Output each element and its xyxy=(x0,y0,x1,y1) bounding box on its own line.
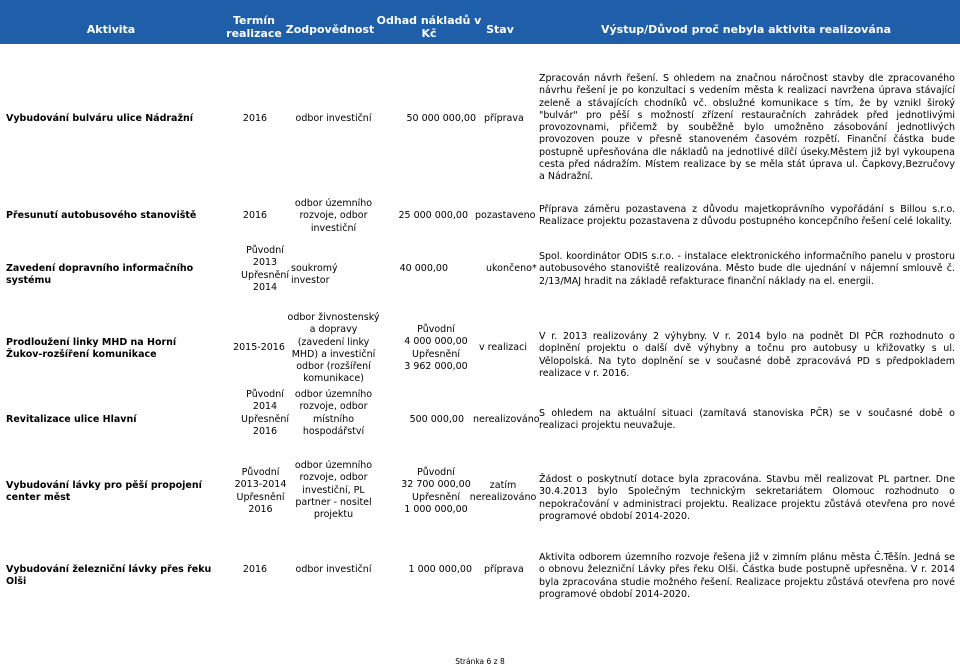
row-zodpovednost xyxy=(291,263,371,288)
row-termin-line: 2016 xyxy=(252,425,278,437)
row-naklad-line: 4 000 000,00 xyxy=(404,336,468,348)
row-naklad xyxy=(396,467,476,516)
row-stav-line: ukončeno* xyxy=(486,263,537,274)
header-vystup: Výstup/Důvod proč nebyla aktivita realizována xyxy=(600,23,892,36)
row-termin-line: Původní xyxy=(241,467,280,478)
header-naklad-line1: Odhad nákladů v xyxy=(376,14,482,27)
row-stav-line: příprava xyxy=(484,113,524,124)
row-termin xyxy=(228,113,282,125)
row-zodpovednost-line: hospodářství xyxy=(302,425,365,437)
row-zodpovednost-line: investiční, PL xyxy=(302,484,365,496)
row-naklad-line: 32 700 000,00 xyxy=(401,479,471,491)
table-header xyxy=(0,0,960,44)
header-aktivita: Aktivita xyxy=(86,23,136,36)
row-zodpovednost-line: odbor investiční xyxy=(295,564,372,575)
row-termin-line: 2016 xyxy=(242,210,268,221)
row-zodpovednost xyxy=(286,198,381,235)
row-vystup: Žádost o poskytnutí dotace byla zpracována. Stavbu měl realizovat PL partner. Dne 30.4.2013 bylo Společným technickým sekretariátem Olomouc rozhodnuto o nepokračování v administraci projektu. Realizace projektu zůstává otevřena pro nové programové období 2014-2020. xyxy=(539,474,955,522)
row-aktivita: Přesunutí autobusového stanoviště xyxy=(6,210,197,221)
row-naklad xyxy=(384,414,464,426)
row-aktivita: Vybudování lávky pro pěší propojení center měst xyxy=(6,480,202,504)
row-naklad-line: 50 000 000,00 xyxy=(406,113,476,124)
row-naklad xyxy=(384,263,448,275)
row-stav xyxy=(468,480,538,505)
row-zodpovednost-line: (zavedení linky xyxy=(297,336,370,348)
row-naklad-line: Původní xyxy=(417,324,455,335)
row-aktivita: Vybudování bulváru ulice Nádražní xyxy=(6,113,194,124)
row-zodpovednost-line: rozvoje, odbor xyxy=(299,472,368,484)
row-termin xyxy=(228,210,282,222)
row-stav xyxy=(475,210,535,222)
row-termin-line: 2013-2014 xyxy=(234,479,287,491)
row-naklad-line: Původní xyxy=(417,467,455,478)
row-naklad-line: 500 000,00 xyxy=(409,414,464,425)
row-vystup: S ohledem na aktuální situaci (zamítavá stanoviska PČR) se v současné době o realizaci projektu neuvažuje. xyxy=(539,408,955,432)
header-termin xyxy=(225,14,283,40)
row-stav-line: nerealizováno xyxy=(473,414,540,425)
row-zodpovednost-line: odbor územního xyxy=(294,460,373,471)
row-aktivita: Zavedení dopravního informačního systému xyxy=(6,263,194,287)
row-zodpovednost-line: MHD) a investiční xyxy=(291,348,376,360)
row-termin-line: Původní xyxy=(246,245,284,256)
row-termin-line: 2015-2016 xyxy=(233,342,285,353)
row-naklad xyxy=(384,113,476,125)
row-aktivita: Revitalizace ulice Hlavní xyxy=(6,414,137,425)
header-zodpovednost: Zodpovědnost xyxy=(285,23,375,36)
row-termin-line: Upřesnění xyxy=(240,413,289,425)
row-zodpovednost xyxy=(286,113,381,125)
row-termin-line: Původní xyxy=(246,389,284,400)
row-zodpovednost-line: odbor územního xyxy=(294,198,373,209)
row-termin-line: 2013 xyxy=(252,257,278,269)
row-zodpovednost-line: a dopravy xyxy=(309,324,358,336)
row-zodpovednost-line: soukromý investor xyxy=(291,263,338,287)
header-naklad xyxy=(373,14,485,40)
row-zodpovednost-line: odbor územního xyxy=(294,389,373,400)
row-stav-line: v realizaci xyxy=(479,342,527,353)
row-naklad-line: Upřesnění xyxy=(411,348,460,360)
row-zodpovednost xyxy=(286,564,381,576)
row-stav xyxy=(484,113,544,125)
row-vystup: V r. 2013 realizovány 2 výhybny. V r. 2014 bylo na podnět DI PČR rozhodnuto o doplnění projektu o další dvě výhybny a točnu pro autobusy u křižovatky s ul. Vělopolská. Na tyto doplnění se v současné době zpracovává PD s předpokladem realizace v r. 2016. xyxy=(539,331,955,379)
row-termin xyxy=(240,245,290,294)
row-zodpovednost xyxy=(286,312,381,386)
header-stav: Stav xyxy=(486,23,514,36)
row-stav-line: pozastaveno xyxy=(475,210,536,221)
row-termin xyxy=(240,389,290,438)
header-termin-line2: realizace xyxy=(226,27,282,40)
row-termin-line: 2016 xyxy=(242,564,268,575)
row-vystup: Aktivita odborem územního rozvoje řešena již v zimním plánu města Č.Těšín. Jedná se o obnovu železniční Lávky přes řeku Olši. Částka bude postupně upřesněna. V r. 2014 byla zpracována studie možného řešení. Realizace projektu zůstává otevřena pro nové programové období 2014-2020. xyxy=(539,552,955,600)
row-stav-line: nerealizováno xyxy=(469,492,537,504)
row-zodpovednost-line: rozvoje, odbor xyxy=(299,210,368,222)
row-naklad-line: 3 962 000,00 xyxy=(404,360,468,372)
row-zodpovednost-line: místního xyxy=(312,413,355,425)
row-zodpovednost xyxy=(286,389,381,438)
row-zodpovednost xyxy=(286,460,381,521)
row-zodpovednost-line: rozvoje, odbor xyxy=(299,401,368,413)
page-number: Stránka 6 z 8 xyxy=(455,657,505,666)
row-zodpovednost-line: odbor investiční xyxy=(295,113,372,124)
row-naklad xyxy=(384,564,472,576)
row-termin-line: 2016 xyxy=(248,503,273,515)
header-naklad-line2: Kč xyxy=(421,27,437,40)
row-vystup: Zpracován návrh řešení. S ohledem na značnou náročnost stavby dle zpracovaného návrhu řešení je po konzultaci s vedením města k realizaci navržena úprava stávající zeleně a stávajících chodníků vč. obslužné komunikace s tím, že by vznikl široký "bulvár" pro pěší s možností zřízení restauračních zahrádek před jednotlivými provozovnami, přičemž by souběžně bylo umožněno zásobování jednotlivých provozoven pouze v přesně stanoveném časovém rozpětí. Finanční částka bude postupně upřesňována dle nákladů na jednotlivé dílčí úseky.Městem již byl vykoupena cesta před nádražím. Místem realizace by se měla stát úprava ul. Čapkovy,Bezručovy a Nádražní. xyxy=(539,73,955,183)
row-termin-line: Upřesnění xyxy=(236,491,285,503)
row-zodpovednost-line: projektu xyxy=(313,509,354,521)
row-naklad xyxy=(396,324,476,373)
row-stav xyxy=(479,342,537,354)
row-naklad-line: Upřesnění xyxy=(411,491,460,503)
row-naklad-line: 25 000 000,00 xyxy=(398,210,468,221)
row-termin xyxy=(230,342,288,354)
row-termin-line: 2014 xyxy=(252,401,278,413)
row-vystup: Příprava záměru pozastavena z důvodu majetkoprávního vypořádání s Billou s.r.o. Realizace projektu pozastavena z důvodu postupného koncepčního řešení celé lokality. xyxy=(539,204,955,228)
row-zodpovednost-line: partner - nositel xyxy=(295,496,372,508)
row-termin-line: 2014 xyxy=(252,281,278,293)
row-termin xyxy=(228,564,282,576)
row-naklad-line: 40 000,00 xyxy=(399,263,448,274)
row-naklad xyxy=(384,210,468,222)
row-naklad-line: 1 000 000,00 xyxy=(404,503,468,515)
row-aktivita: Vybudování železniční lávky přes řeku Olši xyxy=(6,564,212,588)
row-stav xyxy=(473,414,540,426)
row-stav xyxy=(484,564,538,576)
row-termin xyxy=(228,467,293,516)
row-stav-line: zatím xyxy=(489,480,517,491)
row-zodpovednost-line: odbor živnostenský xyxy=(287,312,380,323)
row-aktivita: Prodloužení linky MHD na Horní Žukov-rozšíření komunikace xyxy=(6,337,177,361)
row-stav-line: příprava xyxy=(484,564,524,575)
row-termin-line: 2016 xyxy=(242,113,268,124)
row-vystup: Spol. koordinátor ODIS s.r.o. - instalace elektronického informačního panelu v prostoru autobusového stanoviště realizována. Město bude dle ujednání v nájemní smlouvě č. 2/13/MAJ hradit na základě refakturace finanční náklady na el. energii. xyxy=(539,251,955,287)
row-zodpovednost-line: komunikace) xyxy=(303,373,364,385)
row-zodpovednost-line: investiční xyxy=(310,222,357,234)
row-naklad-line: 1 000 000,00 xyxy=(408,564,472,575)
row-termin-line: Upřesnění xyxy=(240,269,289,281)
row-zodpovednost-line: odbor (rozšíření xyxy=(296,361,371,373)
row-stav xyxy=(486,263,538,275)
header-termin-line1: Termín xyxy=(233,14,275,27)
